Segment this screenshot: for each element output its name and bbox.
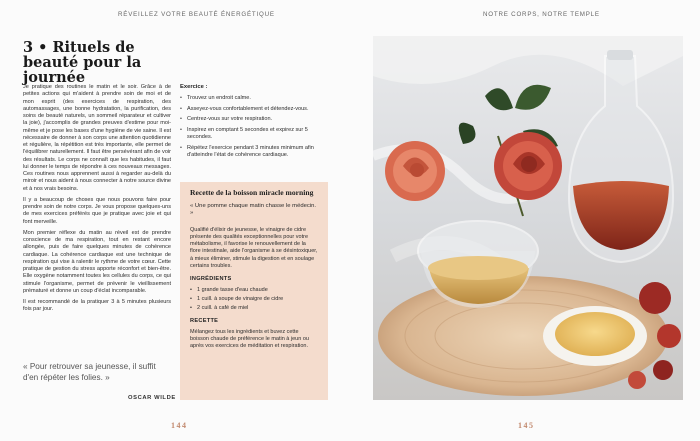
exercise-step: • Inspirez en comptant 5 secondes et expirez sur 5 secondes. — [180, 127, 332, 141]
body-paragraph: Je pratique des routines le matin et le soir. Grâce à de petites actions qui m'aident à prendre soin de moi et de mon esprit (des exercices de respiration, des automassages, une bonne hydratation, la purification, des soins de beauté naturels, un sommeil réparateur et cultiver la joie), j'accomplis de grandes preuves d'estime pour moi-même et je pose les bases d'une hygiène de vie saine. Il est nécessaire de donner à son corps une attention quotidienne et régulière, la répétition est très importante, elle permet de l'équilibrer naturellement. Il faut être persévérant afin de voir des résultats. Le corps ne connaît que les habitudes, il faut lui donner le temps de répondre à ces nouveaux messages. Ces routines nous apprennent aussi à regarder au-delà du miroir et nous aident à nous connecter à notre source divine et à nos vrais besoins. — [23, 84, 171, 192]
ingredient-item: • 1 grande tasse d'eau chaude — [190, 287, 318, 294]
running-header-left: RÉVEILLEZ VOTRE BEAUTÉ ÉNERGÉTIQUE — [118, 11, 275, 18]
body-paragraph: Il y a beaucoup de choses que nous pouvons faire pour prendre soin de notre corps. Je vous propose quelques-uns de mes exercices préférés que je pratique avec joie et qui font merveille. — [23, 196, 171, 225]
exercise-step: • Centrez-vous sur votre respiration. — [180, 116, 332, 123]
exercise-step: • Trouvez un endroit calme. — [180, 95, 332, 102]
ingredient-item: • 1 cuill. à soupe de vinaigre de cidre — [190, 296, 318, 303]
page-title: 3 • Rituels de beauté pour la journée — [23, 39, 142, 86]
rose-left — [385, 141, 445, 201]
exercise-step: • Répétez l'exercice pendant 3 minutes minimum afin d'atteindre l'état de cohérence cardiaque. — [180, 145, 332, 159]
recipe-description: Qualifié d'élixir de jeunesse, le vinaigre de cidre présente des qualités exceptionnelles pour votre métabolisme, il favorise le renouvellement de la flore intestinale, aide l'organisme à se désintoxiquer, à mieux éliminer, stimule la digestion et en soulage certains troubles. — [190, 226, 318, 269]
body-column — [23, 84, 171, 318]
recipe-intro-quote: « Une pomme chaque matin chasse le médecin. » — [190, 203, 317, 217]
recipe-method: Mélangez tous les ingrédients et buvez cette boisson chaude de préférence le matin à jeun ou après vos exercices de méditation et respiration. — [190, 329, 309, 350]
recipe-title: Recette de la boisson miracle morning — [190, 188, 314, 197]
exercise-block — [180, 84, 332, 163]
exercise-heading: Exercice : — [180, 84, 208, 90]
exercise-list — [180, 95, 332, 159]
rose-center — [494, 132, 562, 200]
body-paragraph: Il est recommandé de la pratiquer 3 à 5 minutes plusieurs fois par jour. — [23, 299, 171, 313]
ingredient-item: • 2 cuill. à café de miel — [190, 305, 318, 312]
running-header-right: NOTRE CORPS, NOTRE TEMPLE — [483, 11, 600, 18]
page-number-left: 144 — [171, 421, 188, 430]
ingredients-list — [190, 287, 318, 312]
method-heading: RECETTE — [190, 317, 219, 324]
recipe-box — [180, 182, 328, 400]
ingredients-heading: INGRÉDIENTS — [190, 276, 232, 283]
body-paragraph: Mon premier réflexe du matin au réveil est de prendre conscience de ma respiration, tout en restant encore allongée, puis de faire quelques minutes de cohérence cardiaque. La cohérence cardiaque est une technique de respiration qui vise à ralentir le rythme de votre cœur. Cette pratique de gestion du stress apporte réconfort et bien-être. Elle oxygène notamment toutes les cellules du corps, ce qui stimule l'organisme, permet de prévenir le vieillissement prématuré et donne un coup d'éclat incomparable. — [23, 229, 171, 294]
page-number-right: 145 — [518, 421, 535, 430]
honey-bowl — [543, 306, 647, 366]
pull-quote: « Pour retrouver sa jeunesse, il suffit d'en répéter les folies. » — [23, 362, 156, 382]
photo-illustration — [373, 36, 683, 400]
exercise-step: • Asseyez-vous confortablement et détendez-vous. — [180, 106, 332, 113]
still-life-photo — [373, 36, 683, 400]
quote-author: OSCAR WILDE — [128, 395, 176, 401]
